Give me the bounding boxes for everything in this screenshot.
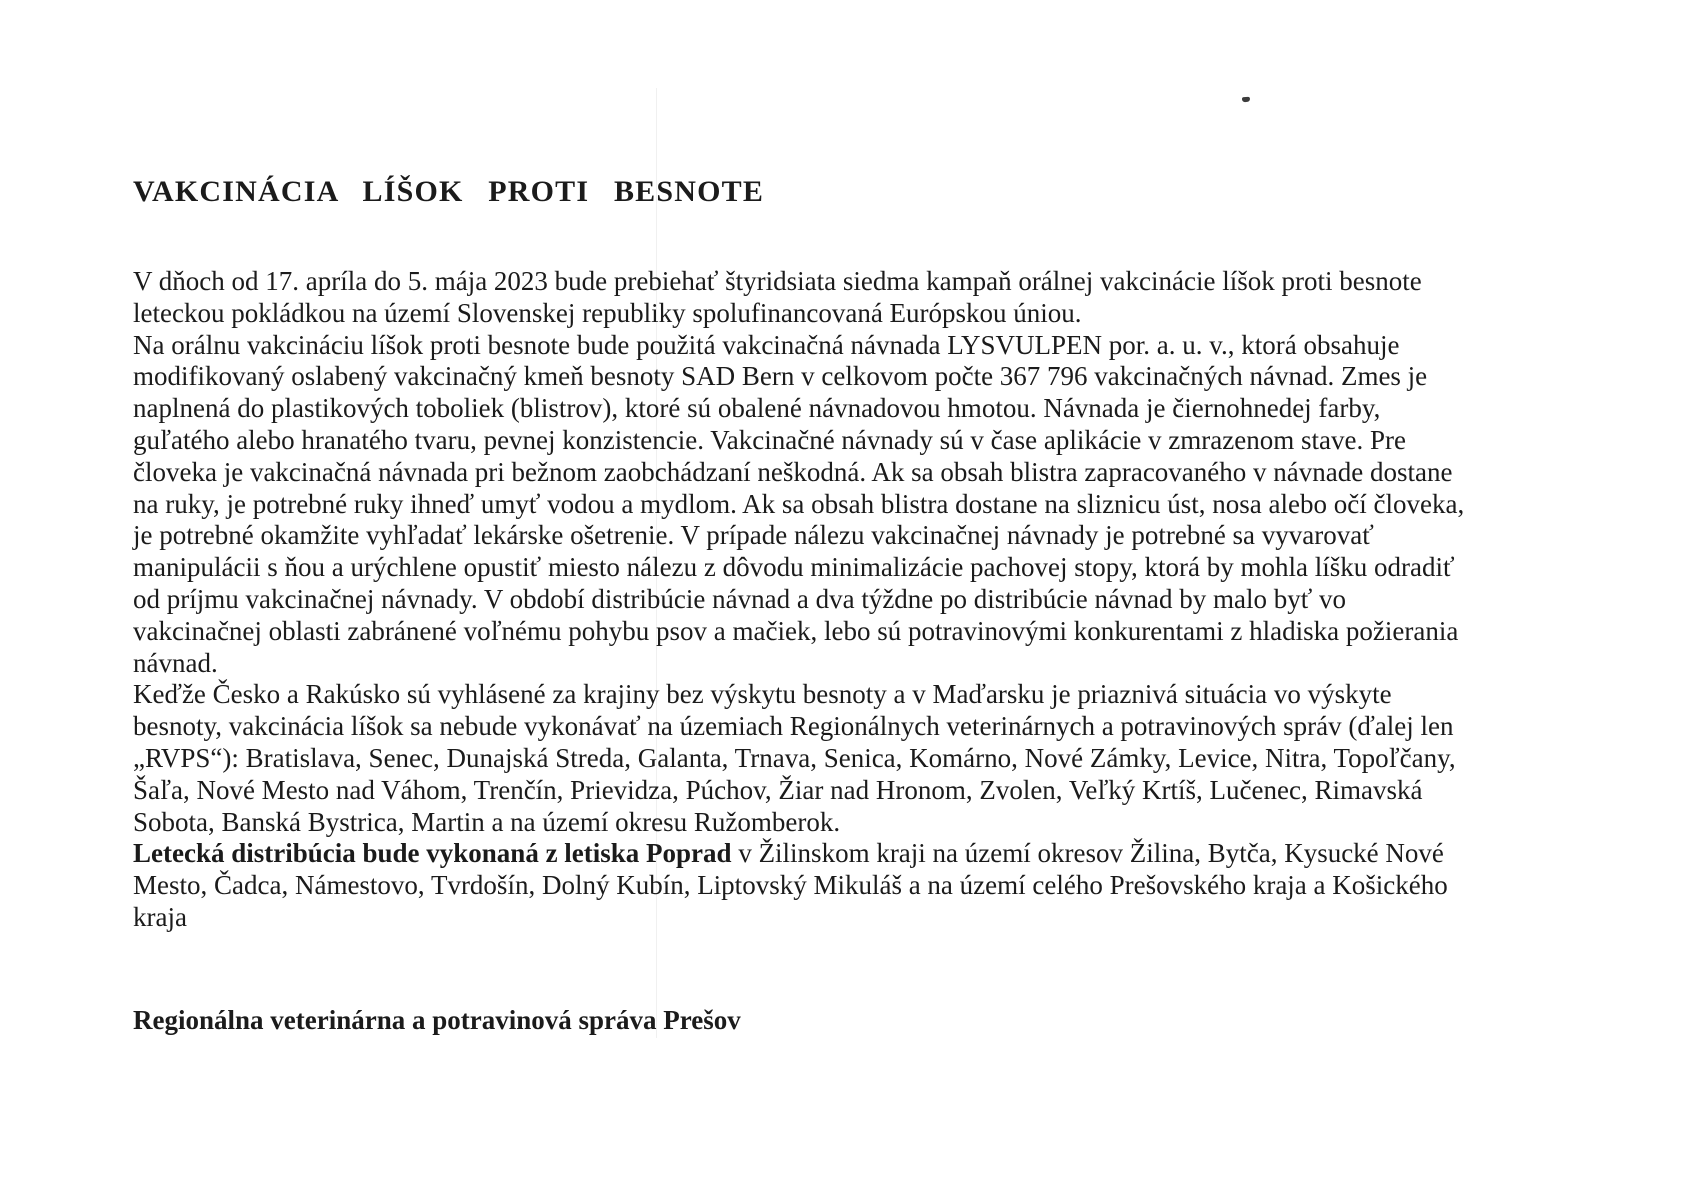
body-line: leteckou pokládkou na území Slovenskej republiky spolufinancovaná Európskou úniou. (133, 297, 1082, 328)
body-line: guľatého alebo hranatého tvaru, pevnej konzistencie. Vakcinačné návnady sú v čase aplikácie v zmrazenom stave. Pre (133, 424, 1406, 455)
body-line: je potrebné okamžite vyhľadať lekárske ošetrenie. V prípade nálezu vakcinačnej návnady je potrebné sa vyvarovať (133, 520, 1374, 551)
body-line-mixed (133, 838, 1464, 870)
body-line: človeka je vakcinačná návnada pri bežnom zaobchádzaní neškodná. Ak sa obsah blistra zapracovaného v návnade dostane (133, 456, 1453, 487)
bold-lead-text: Letecká distribúcia bude vykonaná z letiska Poprad (133, 838, 732, 869)
body-line: V dňoch od 17. apríla do 5. mája 2023 bude prebiehať štyridsiata siedma kampaň orálnej vakcinácie líšok proti besnote (133, 266, 1422, 296)
body-line: modifikovaný oslabený vakcinačný kmeň besnoty SAD Bern v celkovom počte 367 796 vakcinačných návnad. Zmes je (133, 361, 1428, 392)
document-body (133, 266, 1464, 934)
bold-lead-rest: v Žilinskom kraji na území okresov Žilina, Bytča, Kysucké Nové (731, 838, 1444, 869)
body-line: manipulácii s ňou a urýchlene opustiť miesto nálezu z dôvodu minimalizácie pachovej stopy, ktorá by mohla líšku odradiť (133, 552, 1455, 583)
document-title: VAKCINÁCIA LÍŠOK PROTI BESNOTE (133, 175, 765, 209)
body-line: Keďže Česko a Rakúsko sú vyhlásené za krajiny bez výskytu besnoty a v Maďarsku je priaznivá situácia vo výskyte (133, 679, 1392, 710)
signature-line: Regionálna veterinárna a potravinová správa Prešov (133, 1005, 741, 1035)
body-line: vakcinačnej oblasti zabránené voľnému pohybu psov a mačiek, lebo sú potravinovými konkurentami z hladiska požierania (133, 615, 1459, 646)
body-line: návnad. (133, 647, 218, 678)
body-line: od príjmu vakcinačnej návnady. V období distribúcie návnad a dva týždne po distribúcie návnad by malo byť vo (133, 583, 1346, 614)
body-line: besnoty, vakcinácia líšok sa nebude vykonávať na územiach Regionálnych veterinárnych a potravinových správ (ďalej len (133, 711, 1454, 742)
body-line: „RVPS“): Bratislava, Senec, Dunajská Streda, Galanta, Trnava, Senica, Komárno, Nové Zámky, Levice, Nitra, Topoľčany, (133, 742, 1456, 773)
body-line: kraja (133, 901, 187, 932)
body-line: Sobota, Banská Bystrica, Martin a na území okresu Ružomberok. (133, 806, 841, 837)
body-line: na ruky, je potrebné ruky ihneď umyť vodou a mydlom. Ak sa obsah blistra dostane na sliznicu úst, nosa alebo očí človeka, (133, 488, 1465, 519)
body-line: naplnená do plastikových toboliek (blistrov), ktoré sú obalené návnadovou hmotou. Návnada je čiernohnedej farby, (133, 393, 1381, 424)
body-line: Mesto, Čadca, Námestovo, Tvrdošín, Dolný Kubín, Liptovský Mikuláš a na území celého Prešovského kraja a Košického (133, 870, 1448, 901)
body-line: Na orálnu vakcináciu líšok proti besnote bude použitá vakcinačná návnada LYSVULPEN por. a. u. v., ktorá obsahuje (133, 329, 1400, 360)
body-line: Šaľa, Nové Mesto nad Váhom, Trenčín, Prievidza, Púchov, Žiar nad Hronom, Zvolen, Veľký Krtíš, Lučenec, Rimavská (133, 774, 1423, 805)
scan-artifact-speck (1242, 97, 1250, 103)
